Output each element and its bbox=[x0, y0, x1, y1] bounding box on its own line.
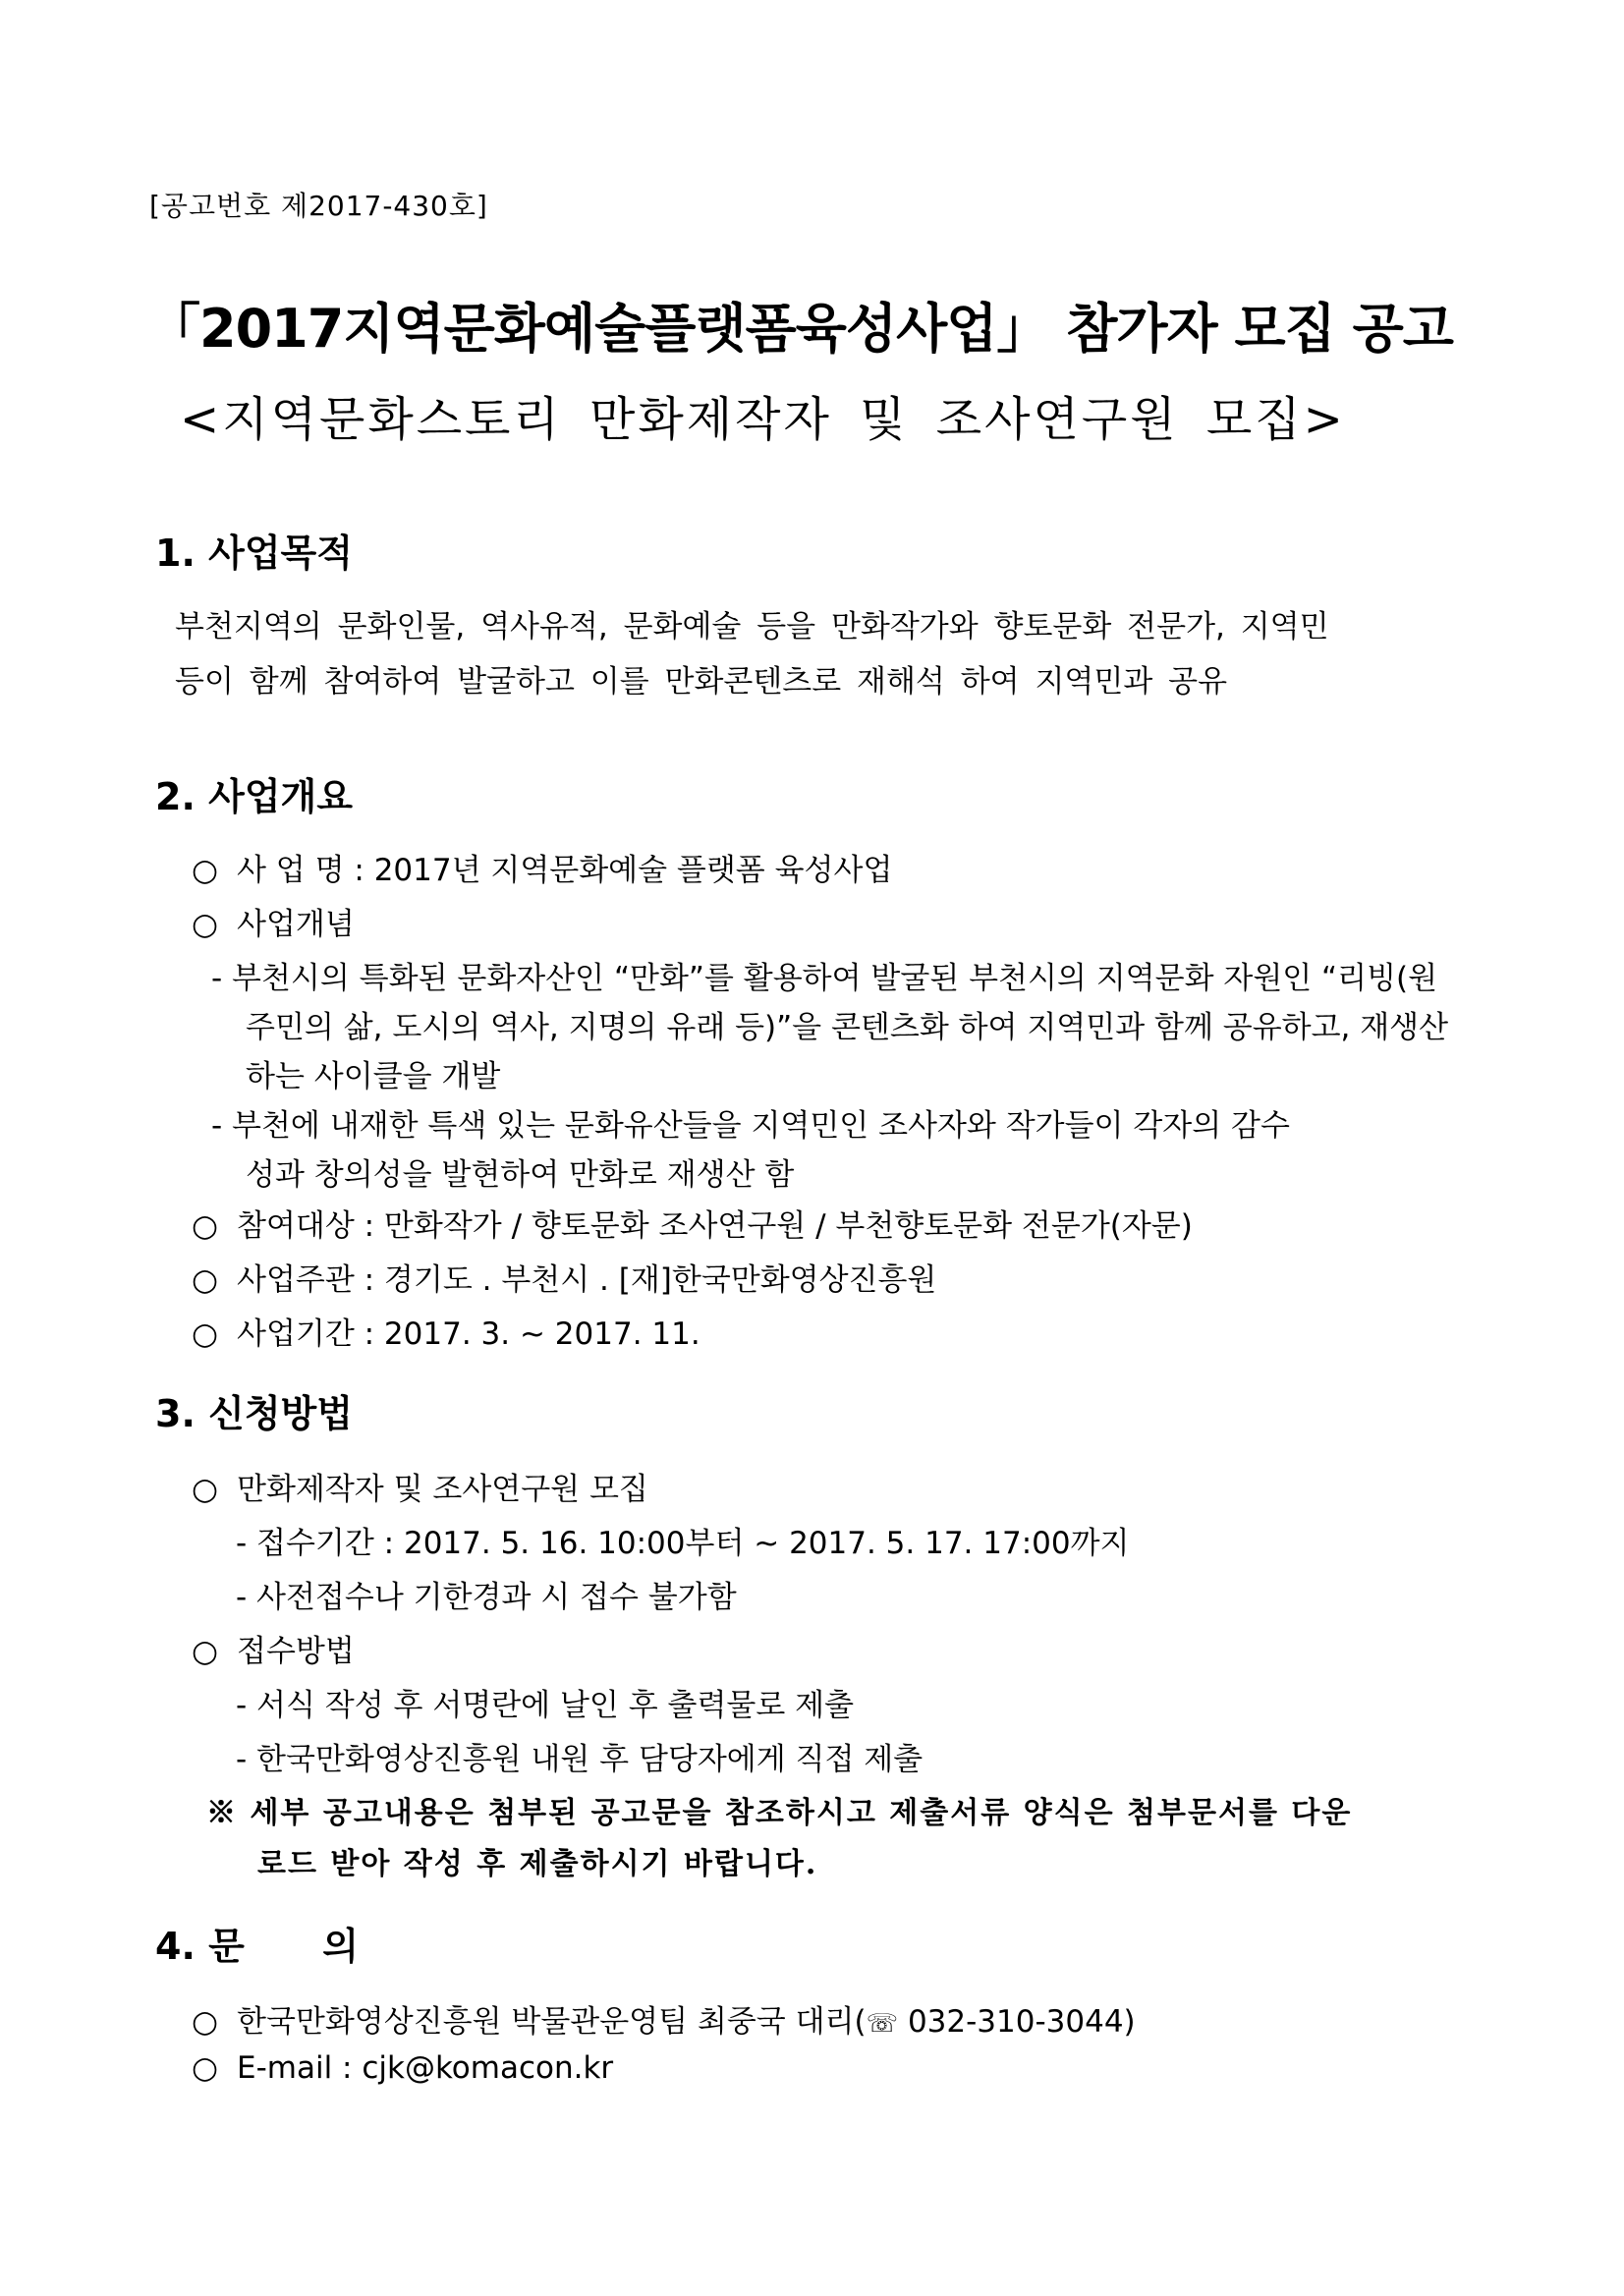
phone-icon: ☏ bbox=[866, 2009, 899, 2039]
bullet-method bbox=[192, 1626, 355, 1670]
purpose-line-2: 등이 함께 참여하여 발굴하고 이를 만화콘텐츠로 재해석 하여 지역민과 공유 bbox=[175, 664, 1228, 700]
bullet-period bbox=[192, 1309, 700, 1353]
participants-text: 참여대상 : 만화작가 / 향토문화 조사연구원 / 부천향토문화 전문가(자문) bbox=[237, 1208, 1193, 1244]
recruit-label: 만화제작자 및 조사연구원 모집 bbox=[237, 1472, 648, 1507]
note-line-2: 로드 받아 작성 후 제출하시기 바랍니다. bbox=[257, 1847, 818, 1881]
period-text: 사업기간 : 2017. 3. ~ 2017. 11. bbox=[237, 1316, 700, 1352]
organizer-text: 사업주관 : 경기도 . 부천시 . [재]한국만화영상진흥원 bbox=[237, 1262, 937, 1298]
circle-bullet: ○ bbox=[192, 853, 219, 888]
recruit-restriction: - 사전접수나 기한경과 시 접수 불가함 bbox=[236, 1580, 737, 1615]
recruit-period: - 접수기간 : 2017. 5. 16. 10:00부터 ~ 2017. 5. 17. 17:00까지 bbox=[236, 1526, 1130, 1561]
section-heading-overview: 2. 사업개요 bbox=[155, 775, 353, 818]
bullet-participants bbox=[192, 1201, 1193, 1245]
project-name-text: 사 업 명 : 2017년 지역문화예술 플랫폼 육성사업 bbox=[237, 853, 893, 888]
method-label: 접수방법 bbox=[237, 1634, 355, 1669]
bullet-concept bbox=[192, 899, 355, 943]
concept-item-1-line-2: 주민의 삶, 도시의 역사, 지명의 유래 등)”을 콘텐츠화 하여 지역민과 함께 공유하고, 재생산 bbox=[246, 1010, 1449, 1045]
circle-bullet: ○ bbox=[192, 1634, 219, 1669]
page-subtitle: <지역문화스토리 만화제작자 및 조사연구원 모집> bbox=[180, 392, 1346, 447]
notice-number: [공고번호 제2017-430호] bbox=[149, 190, 488, 222]
concept-item-2-line-1: - 부천에 내재한 특색 있는 문화유산들을 지역민인 조사자와 작가들이 각자의 감수 bbox=[211, 1108, 1290, 1144]
concept-item-2-line-2: 성과 창의성을 발현하여 만화로 재생산 함 bbox=[246, 1157, 795, 1193]
purpose-line-1: 부천지역의 문화인물, 역사유적, 문화예술 등을 만화작가와 향토문화 전문가, 지역민 bbox=[175, 609, 1329, 644]
circle-bullet: ○ bbox=[192, 2050, 219, 2086]
section-heading-contact: 4. 문 의 bbox=[155, 1925, 359, 1968]
section-heading-application: 3. 신청방법 bbox=[155, 1392, 353, 1435]
circle-bullet: ○ bbox=[192, 1208, 219, 1244]
section-heading-purpose: 1. 사업목적 bbox=[155, 532, 353, 575]
method-item-1: - 서식 작성 후 서명란에 날인 후 출력물로 제출 bbox=[236, 1688, 855, 1723]
concept-item-1-line-1: - 부천시의 특화된 문화자산인 “만화”를 활용하여 발굴된 부천시의 지역문화 자원인 “리빙(원 bbox=[211, 961, 1438, 996]
circle-bullet: ○ bbox=[192, 1472, 219, 1507]
method-item-2: - 한국만화영상진흥원 내원 후 담당자에게 직접 제출 bbox=[236, 1742, 924, 1777]
circle-bullet: ○ bbox=[192, 2004, 219, 2040]
bullet-project-name bbox=[192, 845, 892, 889]
note-line-1: ※ 세부 공고내용은 첨부된 공고문을 참조하시고 제출서류 양식은 첨부문서를 다운 bbox=[206, 1796, 1353, 1830]
bullet-contact bbox=[192, 1996, 1136, 2041]
page-title: 「2017지역문화예술플랫폼육성사업」 참가자 모집 공고 bbox=[147, 298, 1453, 360]
concept-item-1-line-3: 하는 사이클을 개발 bbox=[246, 1059, 501, 1094]
bullet-organizer bbox=[192, 1255, 936, 1299]
contact-phone: 032-310-3044) bbox=[898, 2004, 1136, 2040]
email-text: E-mail : cjk@komacon.kr bbox=[237, 2050, 614, 2086]
concept-label: 사업개념 bbox=[237, 907, 355, 942]
contact-prefix: 한국만화영상진흥원 박물관운영팀 최중국 대리( bbox=[237, 2004, 867, 2040]
circle-bullet: ○ bbox=[192, 1262, 219, 1298]
bullet-email bbox=[192, 2050, 613, 2086]
circle-bullet: ○ bbox=[192, 907, 219, 942]
circle-bullet: ○ bbox=[192, 1316, 219, 1352]
bullet-recruit bbox=[192, 1464, 648, 1508]
